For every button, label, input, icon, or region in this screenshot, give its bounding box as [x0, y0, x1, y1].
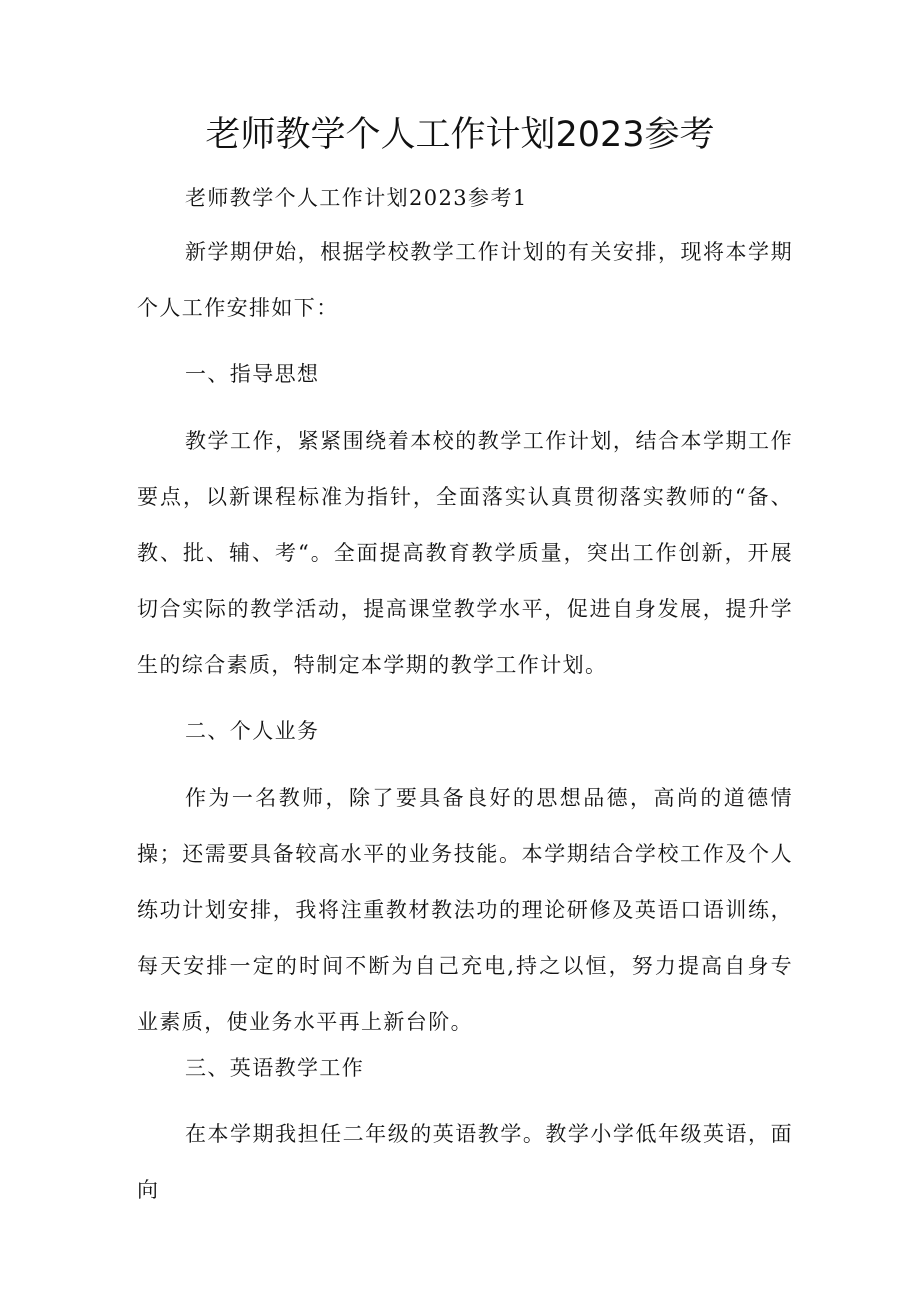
intro-paragraph: 新学期伊始，根据学校教学工作计划的有关安排，现将本学期个人工作安排如下： — [137, 240, 793, 320]
section-heading-english-teaching: 三、英语教学工作 — [185, 1056, 365, 1080]
document-subtitle: 老师教学个人工作计划2023参考1 — [185, 186, 528, 210]
section-heading-guiding-ideology: 一、指导思想 — [185, 362, 320, 386]
section-heading-personal-business: 二、个人业务 — [185, 719, 320, 743]
section-paragraph-english-teaching: 在本学期我担任二年级的英语教学。教学小学低年级英语，面向 — [137, 1122, 793, 1202]
section-paragraph-guiding-ideology: 教学工作，紧紧围绕着本校的教学工作计划，结合本学期工作要点，以新课程标准为指针，全面落实认真贯彻落实教师的“备、教、批、辅、考“。全面提高教育教学质量，突出工作创新，开展切合实际的教学活动，提高课堂教学水平，促进自身发展，提升学生的综合素质，特制定本学期的教学工作计划。 — [137, 429, 793, 677]
document-title: 老师教学个人工作计划2023参考 — [205, 115, 715, 155]
section-paragraph-personal-business: 作为一名教师，除了要具备良好的思想品德，高尚的道德情操；还需要具备较高水平的业务技能。本学期结合学校工作及个人练功计划安排，我将注重教材教法功的理论研修及英语口语训练，每天安排一定的时间不断为自己充电,持之以恒，努力提高自身专业素质，使业务水平再上新台阶。 — [137, 786, 793, 1034]
